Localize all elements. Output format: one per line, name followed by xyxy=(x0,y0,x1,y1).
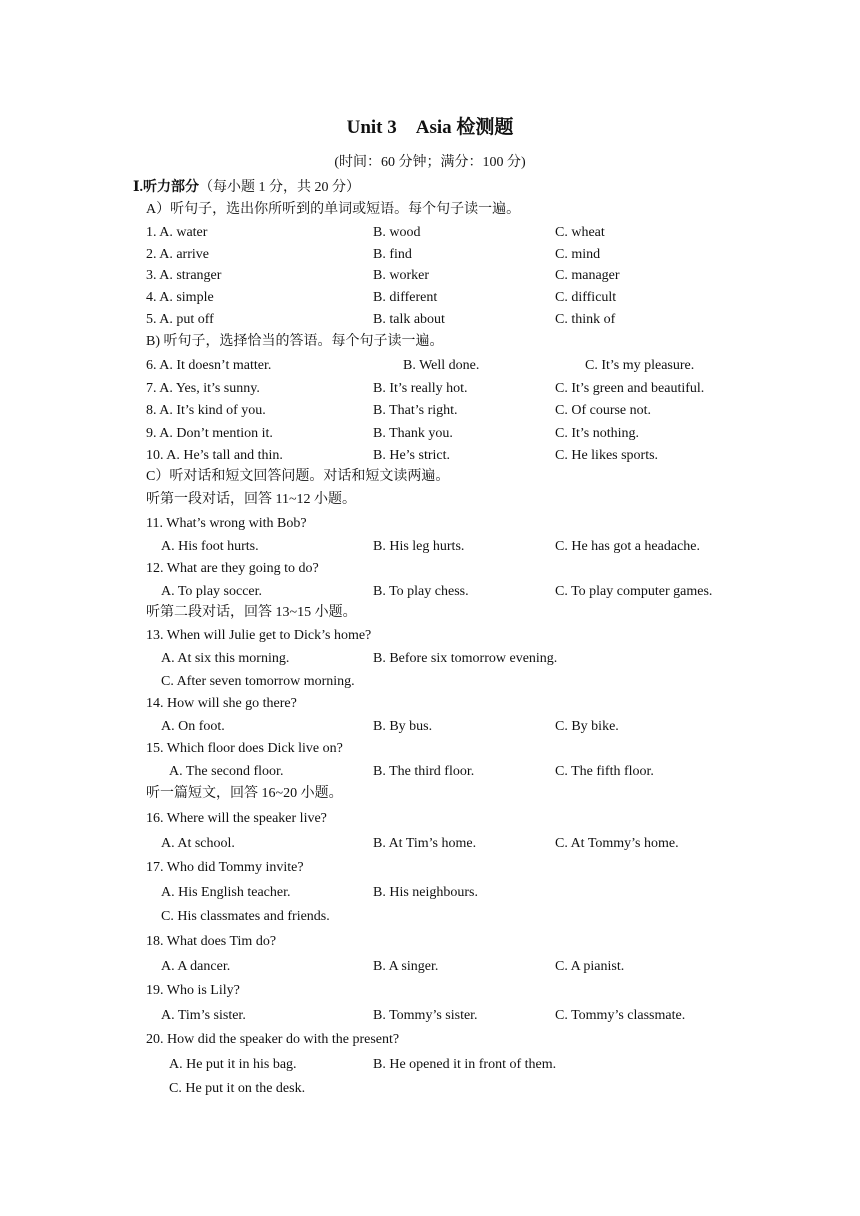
q10-option-c: C. He likes sports. xyxy=(555,448,659,463)
page-title: Unit 3 Asia 检测题 xyxy=(346,117,514,138)
q19-option-b: B. Tommy’s sister. xyxy=(373,1008,478,1023)
q17-option-a: A. His English teacher. xyxy=(161,885,291,900)
q13-question: 13. When will Julie get to Dick’s home? xyxy=(146,628,372,643)
q3-option-b: B. worker xyxy=(373,268,429,283)
q13-option-a: A. At six this morning. xyxy=(161,651,290,666)
q16-option-b: B. At Tim’s home. xyxy=(373,836,477,851)
exam-info: (时间：60 分钟；满分：100 分) xyxy=(334,155,526,170)
q1-option-b: B. wood xyxy=(373,225,421,240)
q5-option-c: C. think of xyxy=(555,312,616,327)
q12-question: 12. What are they going to do? xyxy=(146,561,319,576)
q18-option-c: C. A pianist. xyxy=(555,959,625,974)
q14-question: 14. How will she go there? xyxy=(146,696,297,711)
q20-option-a: A. He put it in his bag. xyxy=(169,1057,297,1072)
q14-option-a: A. On foot. xyxy=(161,719,225,734)
q14-option-c: C. By bike. xyxy=(555,719,619,734)
q7-option-c: C. It’s green and beautiful. xyxy=(555,381,705,396)
part-a-instruction: A）听句子，选出你所听到的单词或短语。每个句子读一遍。 xyxy=(146,202,521,217)
q12-option-b: B. To play chess. xyxy=(373,584,469,599)
q18-option-b: B. A singer. xyxy=(373,959,439,974)
q11-option-a: A. His foot hurts. xyxy=(161,539,259,554)
q9-option-c: C. It’s nothing. xyxy=(555,426,640,441)
q5-option-a: 5. A. put off xyxy=(146,312,214,327)
part-c-instruction: C）听对话和短文回答问题。对话和短文读两遍。 xyxy=(146,469,450,484)
q8-option-c: C. Of course not. xyxy=(555,403,652,418)
q1-option-c: C. wheat xyxy=(555,225,605,240)
q15-option-a: A. The second floor. xyxy=(169,764,284,779)
q7-option-b: B. It’s really hot. xyxy=(373,381,468,396)
q20-question: 20. How did the speaker do with the present? xyxy=(146,1032,400,1047)
q15-option-c: C. The fifth floor. xyxy=(555,764,654,779)
q11-option-b: B. His leg hurts. xyxy=(373,539,465,554)
q18-option-a: A. A dancer. xyxy=(161,959,231,974)
part-b-instruction: B) 听句子，选择恰当的答语。每个句子读一遍。 xyxy=(146,334,444,349)
q9-option-b: B. Thank you. xyxy=(373,426,453,441)
q2-option-a: 2. A. arrive xyxy=(146,247,209,262)
q5-option-b: B. talk about xyxy=(373,312,445,327)
q3-option-a: 3. A. stranger xyxy=(146,268,222,283)
q17-option-b: B. His neighbours. xyxy=(373,885,478,900)
q6-option-a: 6. A. It doesn’t matter. xyxy=(146,358,272,373)
q16-option-c: C. At Tommy’s home. xyxy=(555,836,679,851)
q17-option-c: C. His classmates and friends. xyxy=(161,909,330,924)
q12-option-c: C. To play computer games. xyxy=(555,584,713,599)
q10-option-b: B. He’s strict. xyxy=(373,448,450,463)
section-heading-title: Ⅰ.听力部分 xyxy=(133,180,200,195)
q13-option-c: C. After seven tomorrow morning. xyxy=(161,674,355,689)
section-heading-note: （每小题 1 分，共 20 分） xyxy=(199,180,361,195)
q3-option-c: C. manager xyxy=(555,268,620,283)
q14-option-b: B. By bus. xyxy=(373,719,433,734)
q11-option-c: C. He has got a headache. xyxy=(555,539,700,554)
q8-option-a: 8. A. It’s kind of you. xyxy=(146,403,266,418)
q2-option-b: B. find xyxy=(373,247,412,262)
q16-question: 16. Where will the speaker live? xyxy=(146,811,327,826)
q13-option-b: B. Before six tomorrow evening. xyxy=(373,651,558,666)
q19-option-a: A. Tim’s sister. xyxy=(161,1008,246,1023)
q16-option-a: A. At school. xyxy=(161,836,235,851)
q19-option-c: C. Tommy’s classmate. xyxy=(555,1008,686,1023)
q20-option-c: C. He put it on the desk. xyxy=(169,1081,306,1096)
q8-option-b: B. That’s right. xyxy=(373,403,458,418)
q6-option-b: B. Well done. xyxy=(403,358,480,373)
q4-option-b: B. different xyxy=(373,290,438,305)
q4-option-a: 4. A. simple xyxy=(146,290,214,305)
q15-question: 15. Which floor does Dick live on? xyxy=(146,741,343,756)
section-heading xyxy=(133,180,360,196)
q7-option-a: 7. A. Yes, it’s sunny. xyxy=(146,381,260,396)
dialog1-instruction: 听第一段对话，回答 11~12 小题。 xyxy=(146,492,357,507)
q15-option-b: B. The third floor. xyxy=(373,764,475,779)
dialog2-instruction: 听第二段对话，回答 13~15 小题。 xyxy=(146,605,357,620)
q20-option-b: B. He opened it in front of them. xyxy=(373,1057,557,1072)
q12-option-a: A. To play soccer. xyxy=(161,584,263,599)
q17-question: 17. Who did Tommy invite? xyxy=(146,860,304,875)
q10-option-a: 10. A. He’s tall and thin. xyxy=(146,448,283,463)
q11-question: 11. What’s wrong with Bob? xyxy=(146,516,307,531)
q1-option-a: 1. A. water xyxy=(146,225,208,240)
q18-question: 18. What does Tim do? xyxy=(146,934,277,949)
q6-option-c: C. It’s my pleasure. xyxy=(585,358,695,373)
q4-option-c: C. difficult xyxy=(555,290,617,305)
q2-option-c: C. mind xyxy=(555,247,601,262)
q9-option-a: 9. A. Don’t mention it. xyxy=(146,426,273,441)
q19-question: 19. Who is Lily? xyxy=(146,983,240,998)
passage-instruction: 听一篇短文，回答 16~20 小题。 xyxy=(146,786,343,801)
